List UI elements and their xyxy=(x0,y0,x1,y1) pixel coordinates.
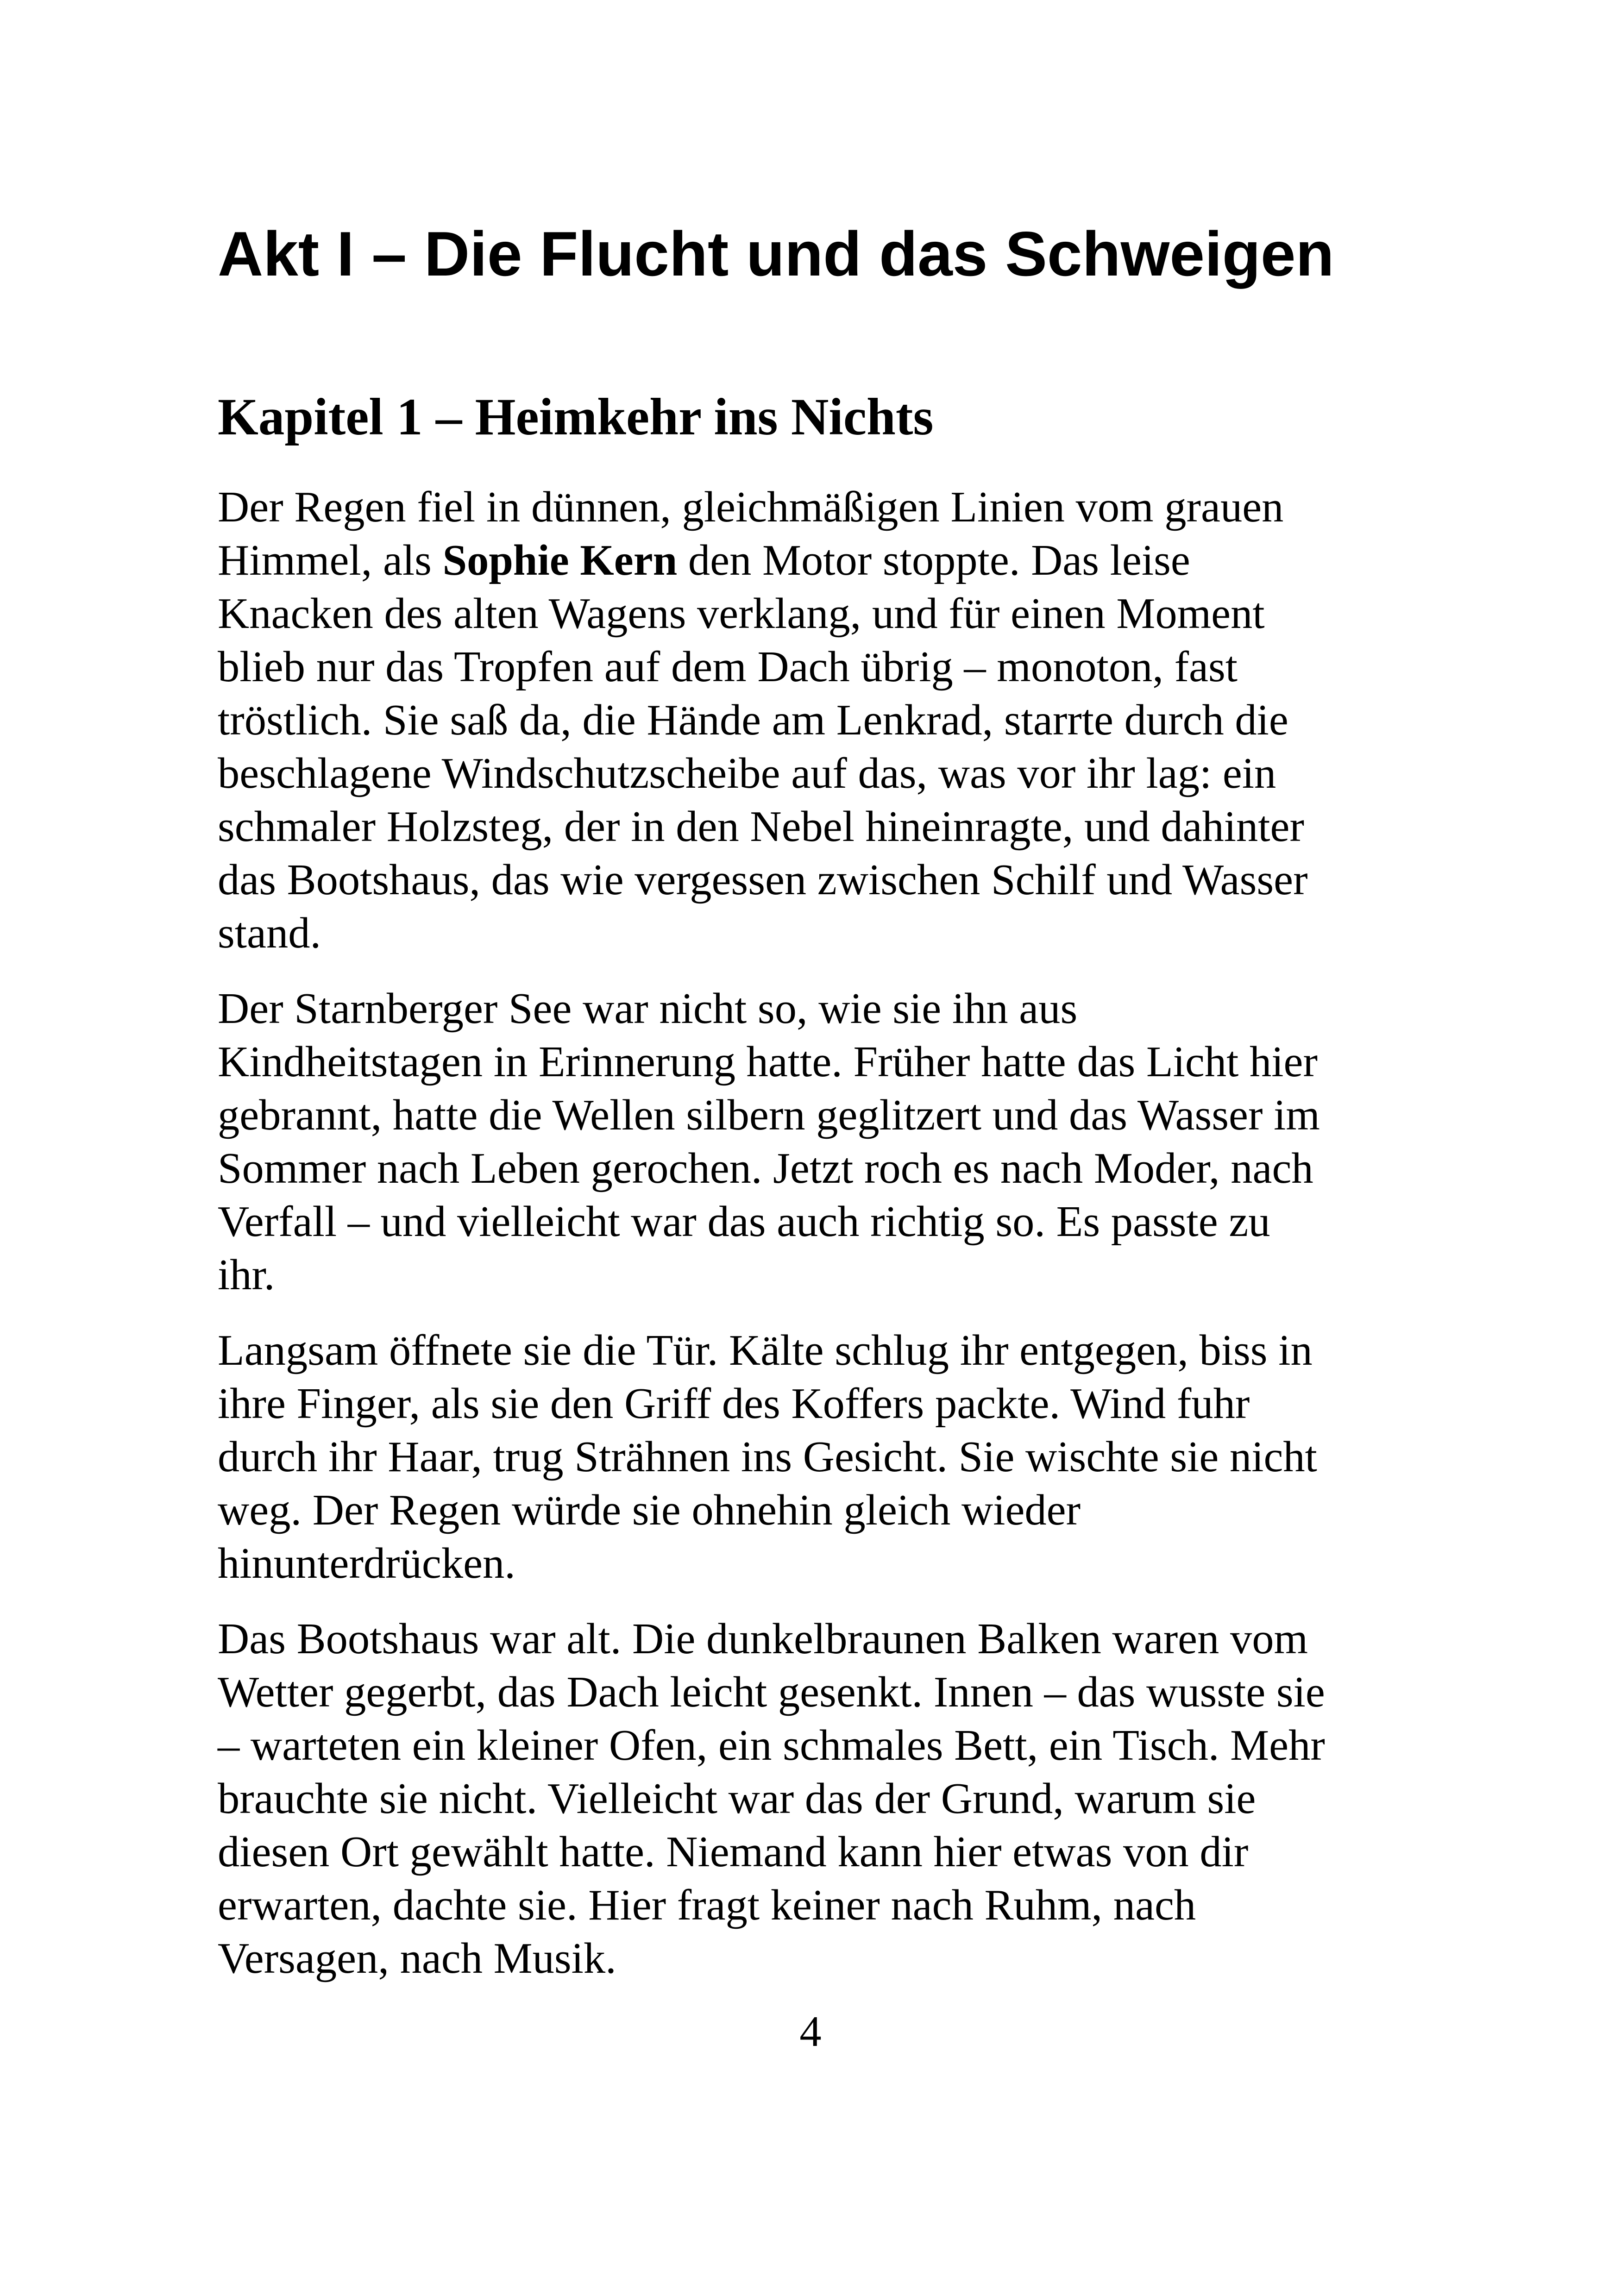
text-line xyxy=(218,534,1403,587)
text-line: Sommer nach Leben gerochen. Jetzt roch es nach Moder, nach xyxy=(218,1144,1313,1193)
text-line: Knacken des alten Wagens verklang, und für einen Moment xyxy=(218,590,1265,638)
character-name: Sophie Kern xyxy=(442,536,678,585)
text-line: durch ihr Haar, trug Strähnen ins Gesicht. Sie wischte sie nicht xyxy=(218,1433,1317,1481)
text-line: Versagen, nach Musik. xyxy=(218,1934,616,1983)
text-line: diesen Ort gewählt hatte. Niemand kann hier etwas von dir xyxy=(218,1828,1249,1876)
text-line: Der Regen fiel in dünnen, gleichmäßigen Linien vom grauen xyxy=(218,483,1284,532)
text-line: weg. Der Regen würde sie ohnehin gleich wieder xyxy=(218,1486,1081,1535)
text-line: ihr. xyxy=(218,1251,275,1299)
text-line: das Bootshaus, das wie vergessen zwischen Schilf und Wasser xyxy=(218,856,1308,904)
text-line: hinunterdrücken. xyxy=(218,1539,515,1588)
body-paragraph xyxy=(218,1612,1403,1985)
text-line: Verfall – und vielleicht war das auch richtig so. Es passte zu xyxy=(218,1198,1270,1246)
text-line: brauchte sie nicht. Vielleicht war das der Grund, warum sie xyxy=(218,1775,1256,1823)
text-line: tröstlich. Sie saß da, die Hände am Lenkrad, starrte durch die xyxy=(218,696,1288,745)
text-line: ihre Finger, als sie den Griff des Koffers packte. Wind fuhr xyxy=(218,1380,1250,1428)
text-line: schmaler Holzsteg, der in den Nebel hineinragte, und dahinter xyxy=(218,803,1304,851)
text-line: beschlagene Windschutzscheibe auf das, was vor ihr lag: ein xyxy=(218,749,1276,798)
act-title: Akt I – Die Flucht und das Schweigen xyxy=(218,219,1334,289)
text-line: stand. xyxy=(218,909,321,958)
chapter-body xyxy=(218,481,1403,1985)
text-run: den Motor stoppte. Das leise xyxy=(677,536,1190,585)
text-line: Das Bootshaus war alt. Die dunkelbraunen Balken waren vom xyxy=(218,1615,1308,1663)
text-run: Himmel, als xyxy=(218,536,443,585)
text-line: erwarten, dachte sie. Hier fragt keiner nach Ruhm, nach xyxy=(218,1881,1196,1930)
page-content xyxy=(218,218,1403,1985)
text-line: Kindheitstagen in Erinnerung hatte. Früher hatte das Licht hier xyxy=(218,1038,1318,1086)
text-line: Der Starnberger See war nicht so, wie sie ihn aus xyxy=(218,985,1078,1033)
text-line: gebrannt, hatte die Wellen silbern geglitzert und das Wasser im xyxy=(218,1091,1320,1140)
body-paragraph xyxy=(218,982,1403,1302)
text-line: blieb nur das Tropfen auf dem Dach übrig – monoton, fast xyxy=(218,643,1238,691)
body-paragraph xyxy=(218,1324,1403,1590)
text-line: Wetter gegerbt, das Dach leicht gesenkt. Innen – das wusste sie xyxy=(218,1668,1325,1717)
text-line: – warteten ein kleiner Ofen, ein schmales Bett, ein Tisch. Mehr xyxy=(218,1721,1325,1770)
body-paragraph xyxy=(218,481,1403,960)
page-number: 4 xyxy=(799,2007,822,2056)
chapter-title: Kapitel 1 – Heimkehr ins Nichts xyxy=(218,388,934,446)
text-line: Langsam öffnete sie die Tür. Kälte schlug ihr entgegen, biss in xyxy=(218,1326,1313,1375)
